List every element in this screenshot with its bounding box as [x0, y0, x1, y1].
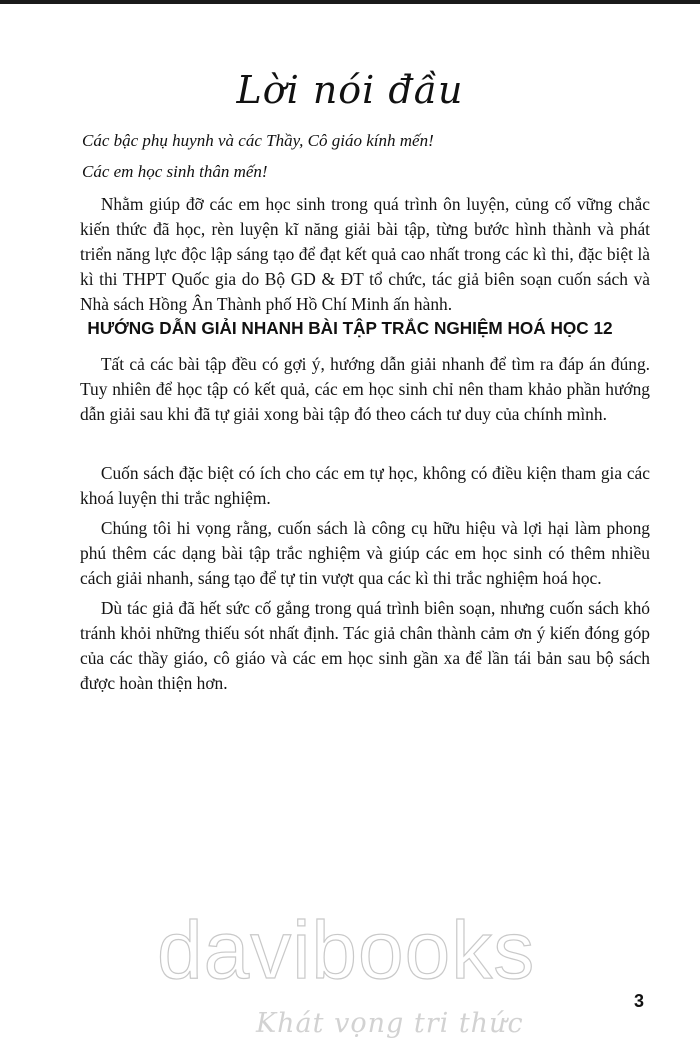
greeting-students: Các em học sinh thân mến!	[82, 162, 268, 181]
greeting-parents-teachers: Các bậc phụ huynh và các Thầy, Cô giáo kính mến!	[82, 131, 434, 150]
page-top-border	[0, 0, 700, 4]
page-number: 3	[634, 991, 645, 1011]
body-paragraph: Chúng tôi hi vọng rằng, cuốn sách là công cụ hữu hiệu và lợi hại làm phong phú thêm các dạng bài tập trắc nghiệm và giúp các em học sinh có thêm nhiều cách giải nhanh, sáng tạo để tự tin vượt qua các kì thi trắc nghiệm hoá học.	[80, 518, 650, 588]
body-paragraph: Dù tác giả đã hết sức cố gắng trong quá trình biên soạn, nhưng cuốn sách khó tránh khỏi những thiếu sót nhất định. Tác giả chân thành cảm ơn ý kiến đóng góp của các thầy giáo, cô giáo và các em học sinh gần xa để lần tái bản sau bộ sách được hoàn thiện hơn.	[80, 598, 650, 693]
intro-paragraph: Nhằm giúp đỡ các em học sinh trong quá trình ôn luyện, củng cố vững chắc kiến thức đã học, rèn luyện kĩ năng giải bài tập, từng bước hình thành và phát triển năng lực độc lập sáng tạo để đạt kết quả cao nhất trong các kì thi, đặc biệt là kì thi THPT Quốc gia do Bộ GD & ĐT tổ chức, tác giả biên soạn cuốn sách và Nhà sách Hồng Ân Thành phố Hồ Chí Minh ấn hành.	[80, 194, 650, 314]
page-title: Lời nói đầu	[236, 68, 464, 112]
watermark-brand: davibooks	[157, 905, 536, 996]
body-paragraph: Tất cả các bài tập đều có gợi ý, hướng dẫn giải nhanh để tìm ra đáp án đúng. Tuy nhiên để học tập có kết quả, các em học sinh chỉ nên tham khảo phần hướng dẫn giải sau khi đã tự giải xong bài tập đó theo cách tư duy của chính mình.	[80, 354, 650, 424]
body-paragraph: Cuốn sách đặc biệt có ích cho các em tự học, không có điều kiện tham gia các khoá luyện thi trắc nghiệm.	[80, 463, 650, 508]
watermark-tagline: Khát vọng tri thức	[256, 1008, 524, 1039]
book-title-heading: HƯỚNG DẪN GIẢI NHANH BÀI TẬP TRẮC NGHIỆM HOÁ HỌC 12	[87, 318, 613, 338]
